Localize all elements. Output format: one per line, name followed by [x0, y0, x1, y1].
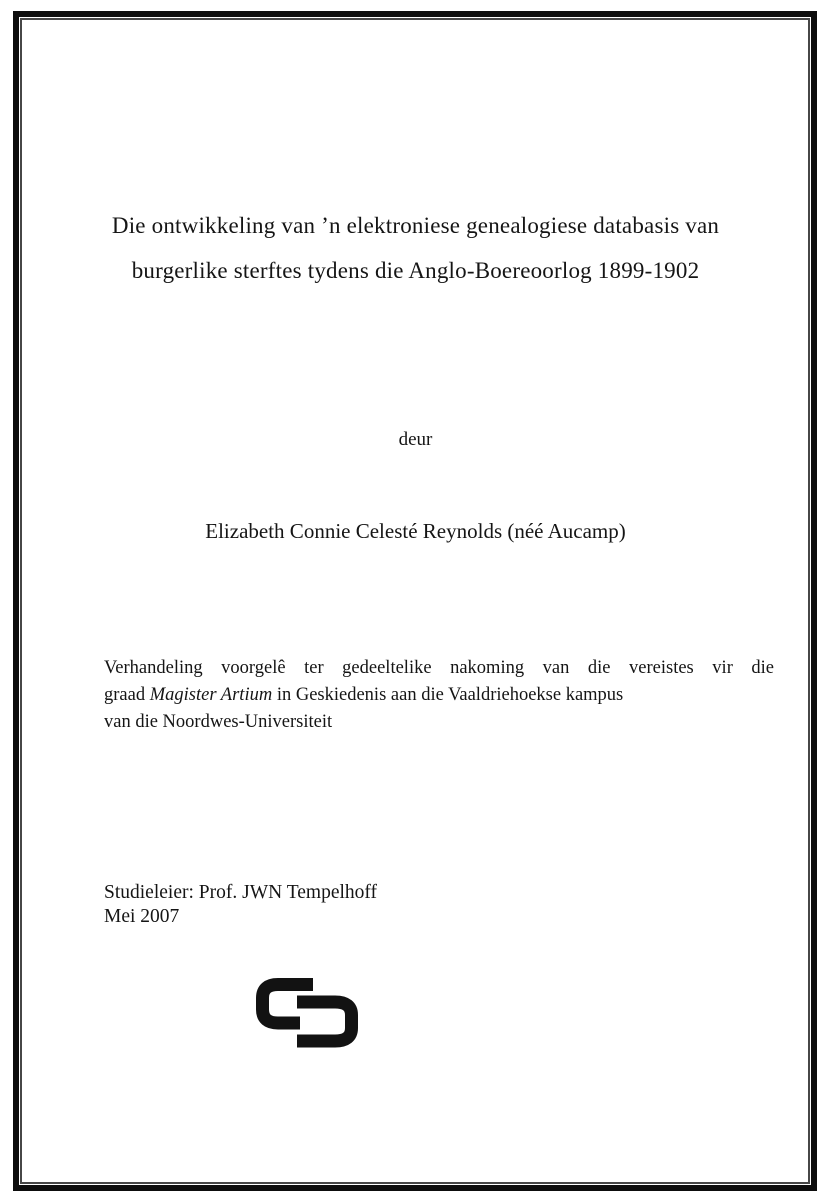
degree-statement-line-2	[104, 682, 774, 709]
thesis-title-line-1: Die ontwikkeling van ’n elektroniese genealogiese databasis van	[111, 213, 720, 238]
page-border-outer	[13, 11, 817, 1191]
page-border-inner	[20, 18, 810, 1184]
degree-statement-line-1: Verhandeling voorgelê ter gedeeltelike nakoming van die vereistes vir die	[104, 658, 774, 678]
thesis-title-line-2: burgerlike sterftes tydens die Anglo-Boereoorlog 1899-1902	[131, 258, 700, 283]
degree-statement-line-2-suffix: in Geskiedenis aan die Vaaldriehoekse kampus	[272, 685, 624, 705]
degree-statement-line-2-prefix: graad	[104, 685, 150, 705]
byline: deur	[398, 429, 433, 450]
nwu-chain-link-logo-icon	[256, 974, 358, 1050]
supervisor-line: Studieleier: Prof. JWN Tempelhoff	[104, 882, 378, 903]
degree-statement	[104, 655, 774, 736]
degree-name-italic: Magister Artium	[149, 685, 273, 705]
degree-statement-line-3: van die Noordwes-Universiteit	[104, 712, 333, 732]
date-line: Mei 2007	[104, 906, 180, 927]
author-name: Elizabeth Connie Celesté Reynolds (néé Aucamp)	[205, 519, 626, 543]
supervisor-block	[104, 881, 377, 929]
